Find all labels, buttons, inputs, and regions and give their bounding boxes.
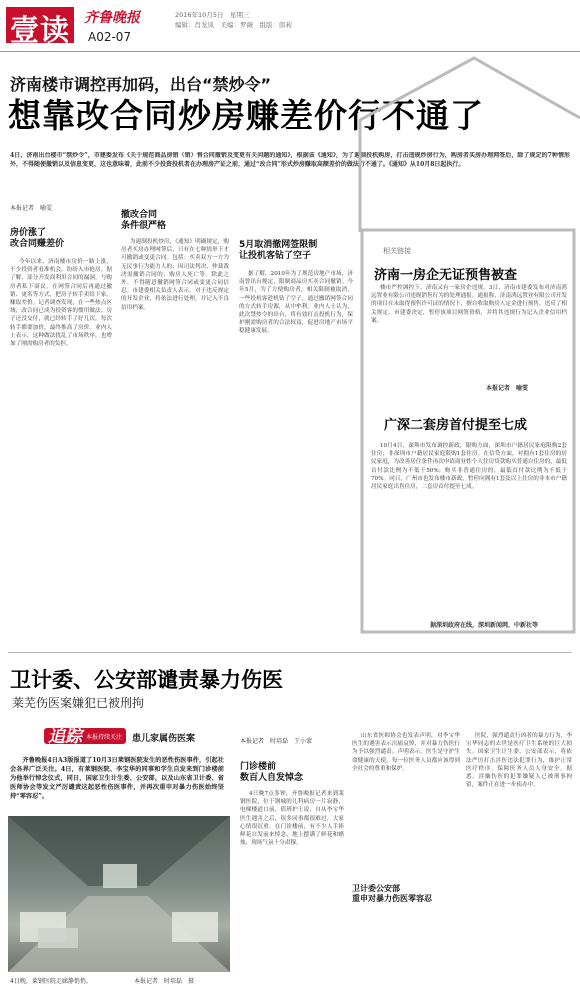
story1-headline: 想靠改合同炒房赚差价行不通了	[8, 96, 484, 135]
story1-byline: 本报记者 喻雯	[10, 205, 53, 212]
hospital-photo	[8, 816, 230, 972]
story1-subhead-1: 房价涨了 改合同赚差价	[10, 228, 65, 249]
tag-label: 追踪	[48, 727, 82, 747]
editor-line: 编辑：肖龙凤 美编：罗薇 组版：郎莉	[175, 21, 292, 29]
photo-caption: 4日晚，莱钢医院走廊静悄悄。	[10, 978, 92, 985]
story2-col-2: 山东省医师协会也发表声明，对李宝华医生的遇害表示沉痛哀悼，并对暴力伤医行为予以强烈谴责。声明表示，医生是守护生命健康的天使，每一位医务人员都应该得到全社会的尊重和保护。	[352, 733, 460, 772]
sidebar-text-1: 楼市严控调控下，济南又有一家房企违规。3日，济南市建委发布对济南鸿远置业有限公司违规销售行为的处理通报。通报称，济南鸿远置业有限公司开发的项目在未取得预售许可证的情况下，擅自收取购房人定金进行预售，违反了相关规定。市建委决定，暂停该项目网签资格，并将其违规行为记入企业信用档案。	[371, 285, 567, 324]
story2-col-3: 医院，强烈谴责行凶者的暴力行为，李宝华同志的去世是医疗卫生系统的巨大损失。国家卫生计生委、公安部表示，将依法严厉打击涉医违法犯罪行为，维护正常医疗秩序，保障医务人员人身安全。据悉，涉嫌伤医的犯罪嫌疑人已被刑事拘留，案件正在进一步侦办中。	[466, 733, 572, 789]
sidebar-title-1: 济南一房企无证预售被查	[374, 268, 518, 283]
sidebar-text-2: 10月4日，深圳市发布调控新政，限购方面，深圳市户籍居民家庭限购2套住房；非深圳市户籍居民家庭限购1套住房。在信贷方面，对拥有1套住房的居民家庭，为改善居住条件再次申请商业性个人住房贷款购买普通自住房的，最低首付款比例为不低于50%；购买非普通住房的，最低首付款比例为不低于70%。同日，广州市也发布楼市新政，暂停向拥有1套及以上住房的非本市户籍居民家庭出售住房，二套房首付提至七成。	[371, 443, 567, 491]
story2-byline: 本报记者 时培磊 王小蒙	[240, 738, 313, 745]
section-title: 壹读	[9, 13, 70, 47]
story2-intro: 齐鲁晚报4日A3版报道了10月3日莱钢医院发生的恶性伤医事件，引起社会各界广泛关注。4日，有莱钢医院、李宝华的同事和学生自发来到门诊楼前为他举行悼念仪式，同日，国家卫生计生委、公安部，以及山东省卫计委、省医师协会等发文严厉谴责这起恶性伤医事件，并再次重申对暴力伤医始终坚持“零容忍”。	[10, 757, 224, 800]
story2-subhead-2: 卫计委公安部 重申对暴力伤医零容忍	[352, 884, 432, 903]
corridor-illustration	[8, 816, 230, 972]
story1-col-3: 据了解，2010年为了规范房地产市场，济南曾出台规定，限制商品房买卖合同撤销。今年5月，为了方便购房者，相关限制被取消，一些投机客趁机钻了空子，通过撤销网签合同的方式转手房源，从中牟利。业内人士认为，此次禁炒令的出台，将有效打击投机行为，保护刚需购房者的合法权益，促进房地产市场平稳健康发展。	[239, 271, 353, 335]
sidebar-label: 相关链接	[383, 247, 411, 255]
tag-sub: 本报持续关注	[86, 734, 123, 741]
story1-kicker: 济南楼市调控再加码，出台“禁炒令”	[10, 75, 272, 94]
story1-col-2: 为遏制投机炒房，《通知》明确规定，购房者买房办理网签后，只有在七种情形下才可撤销或变更合同。包括：买卖双方一方为无民事行为能力人的；因司法判决、仲裁裁决需撤销合同的；购房人死亡等。除此之外，不得随意撤销网签合同或变更合同信息。市建委相关负责人表示，对于违反规定的开发企业，将依法进行处理，并记入不良信用档案。	[121, 239, 229, 311]
story1-subhead-2: 撤改合同 条件很严格	[121, 210, 167, 231]
sidebar-source: 据深圳政府在线，深圳新闻网，中新社等	[430, 622, 539, 629]
story1-col-1: 今年以来，济南楼市房价一路上涨，不少投资者看准机会，纷纷入市抢房。据了解，部分开发商利用合同的漏洞，与购房者私下商议，在网签合同后再通过撤销、更名等方式，把房子转手卖给下家，赚取差价。记者调查发现，在一些热点区域，改合同已成为投资客的惯用做法。房子还没交付，就已经转手了好几次，每次转手都要加价，最终推高了房价。业内人士表示，这种做法扰乱了市场秩序，也增加了刚需购房者的负担。	[10, 259, 112, 348]
paper-logo: 齐鲁晚报	[84, 10, 140, 26]
sidebar-title-2: 广深二套房首付提至七成	[384, 418, 528, 433]
story1-lead: 4日，济南出台楼市“禁炒令”，市建委发布《关于规范商品房销（销）售合同撤销及变更有关问题的通知》，根据该《通知》，为了遏制投机购房，打击违规炒房行为，购房者买房办理网签后，除了规定的7种情形外，不得随便撤销以及信息变更，这也意味着，此前不少投资投机者在办理房产证之前，通过“改合同”形式炒房赚取高额差价的做法行不通了。《通知》从10月8日起执行。	[10, 152, 570, 168]
page-code: A02-07	[88, 30, 132, 44]
photo-credit: 本报记者 时培磊 摄	[134, 978, 195, 985]
story2-col-2b	[352, 912, 460, 988]
story1-col-3a	[239, 200, 353, 238]
tag-title: 患儿家属伤医案	[132, 734, 196, 744]
story2-subhead-1: 门诊楼前 数百人自发悼念	[240, 762, 304, 783]
story2-subhead: 莱芜伤医案嫌犯已被刑拘	[12, 696, 145, 710]
sidebar-byline-1: 本报记者 喻雯	[486, 385, 529, 392]
section-divider	[8, 652, 572, 653]
date-line: 2016年10月5日 星期三	[175, 11, 250, 19]
story2-headline: 卫计委、公安部谴责暴力伤医	[10, 668, 283, 692]
story2-col-1: 4日晚7点多钟，齐鲁晚报记者来到莱钢医院，位于钢城的儿科病房一片寂静，电梯楼道口前，值班护士说，自从李宝华医生遇害之后，很多同事都很难过，大家心情很沉重。在门诊楼前，有不少人手捧鲜花自发前来悼念，地上摆满了鲜花和蜡烛，现场气氛十分肃穆。	[240, 791, 344, 847]
story1-subhead-3: 5月取消撤网签限制 让投机客钻了空子	[239, 240, 318, 261]
